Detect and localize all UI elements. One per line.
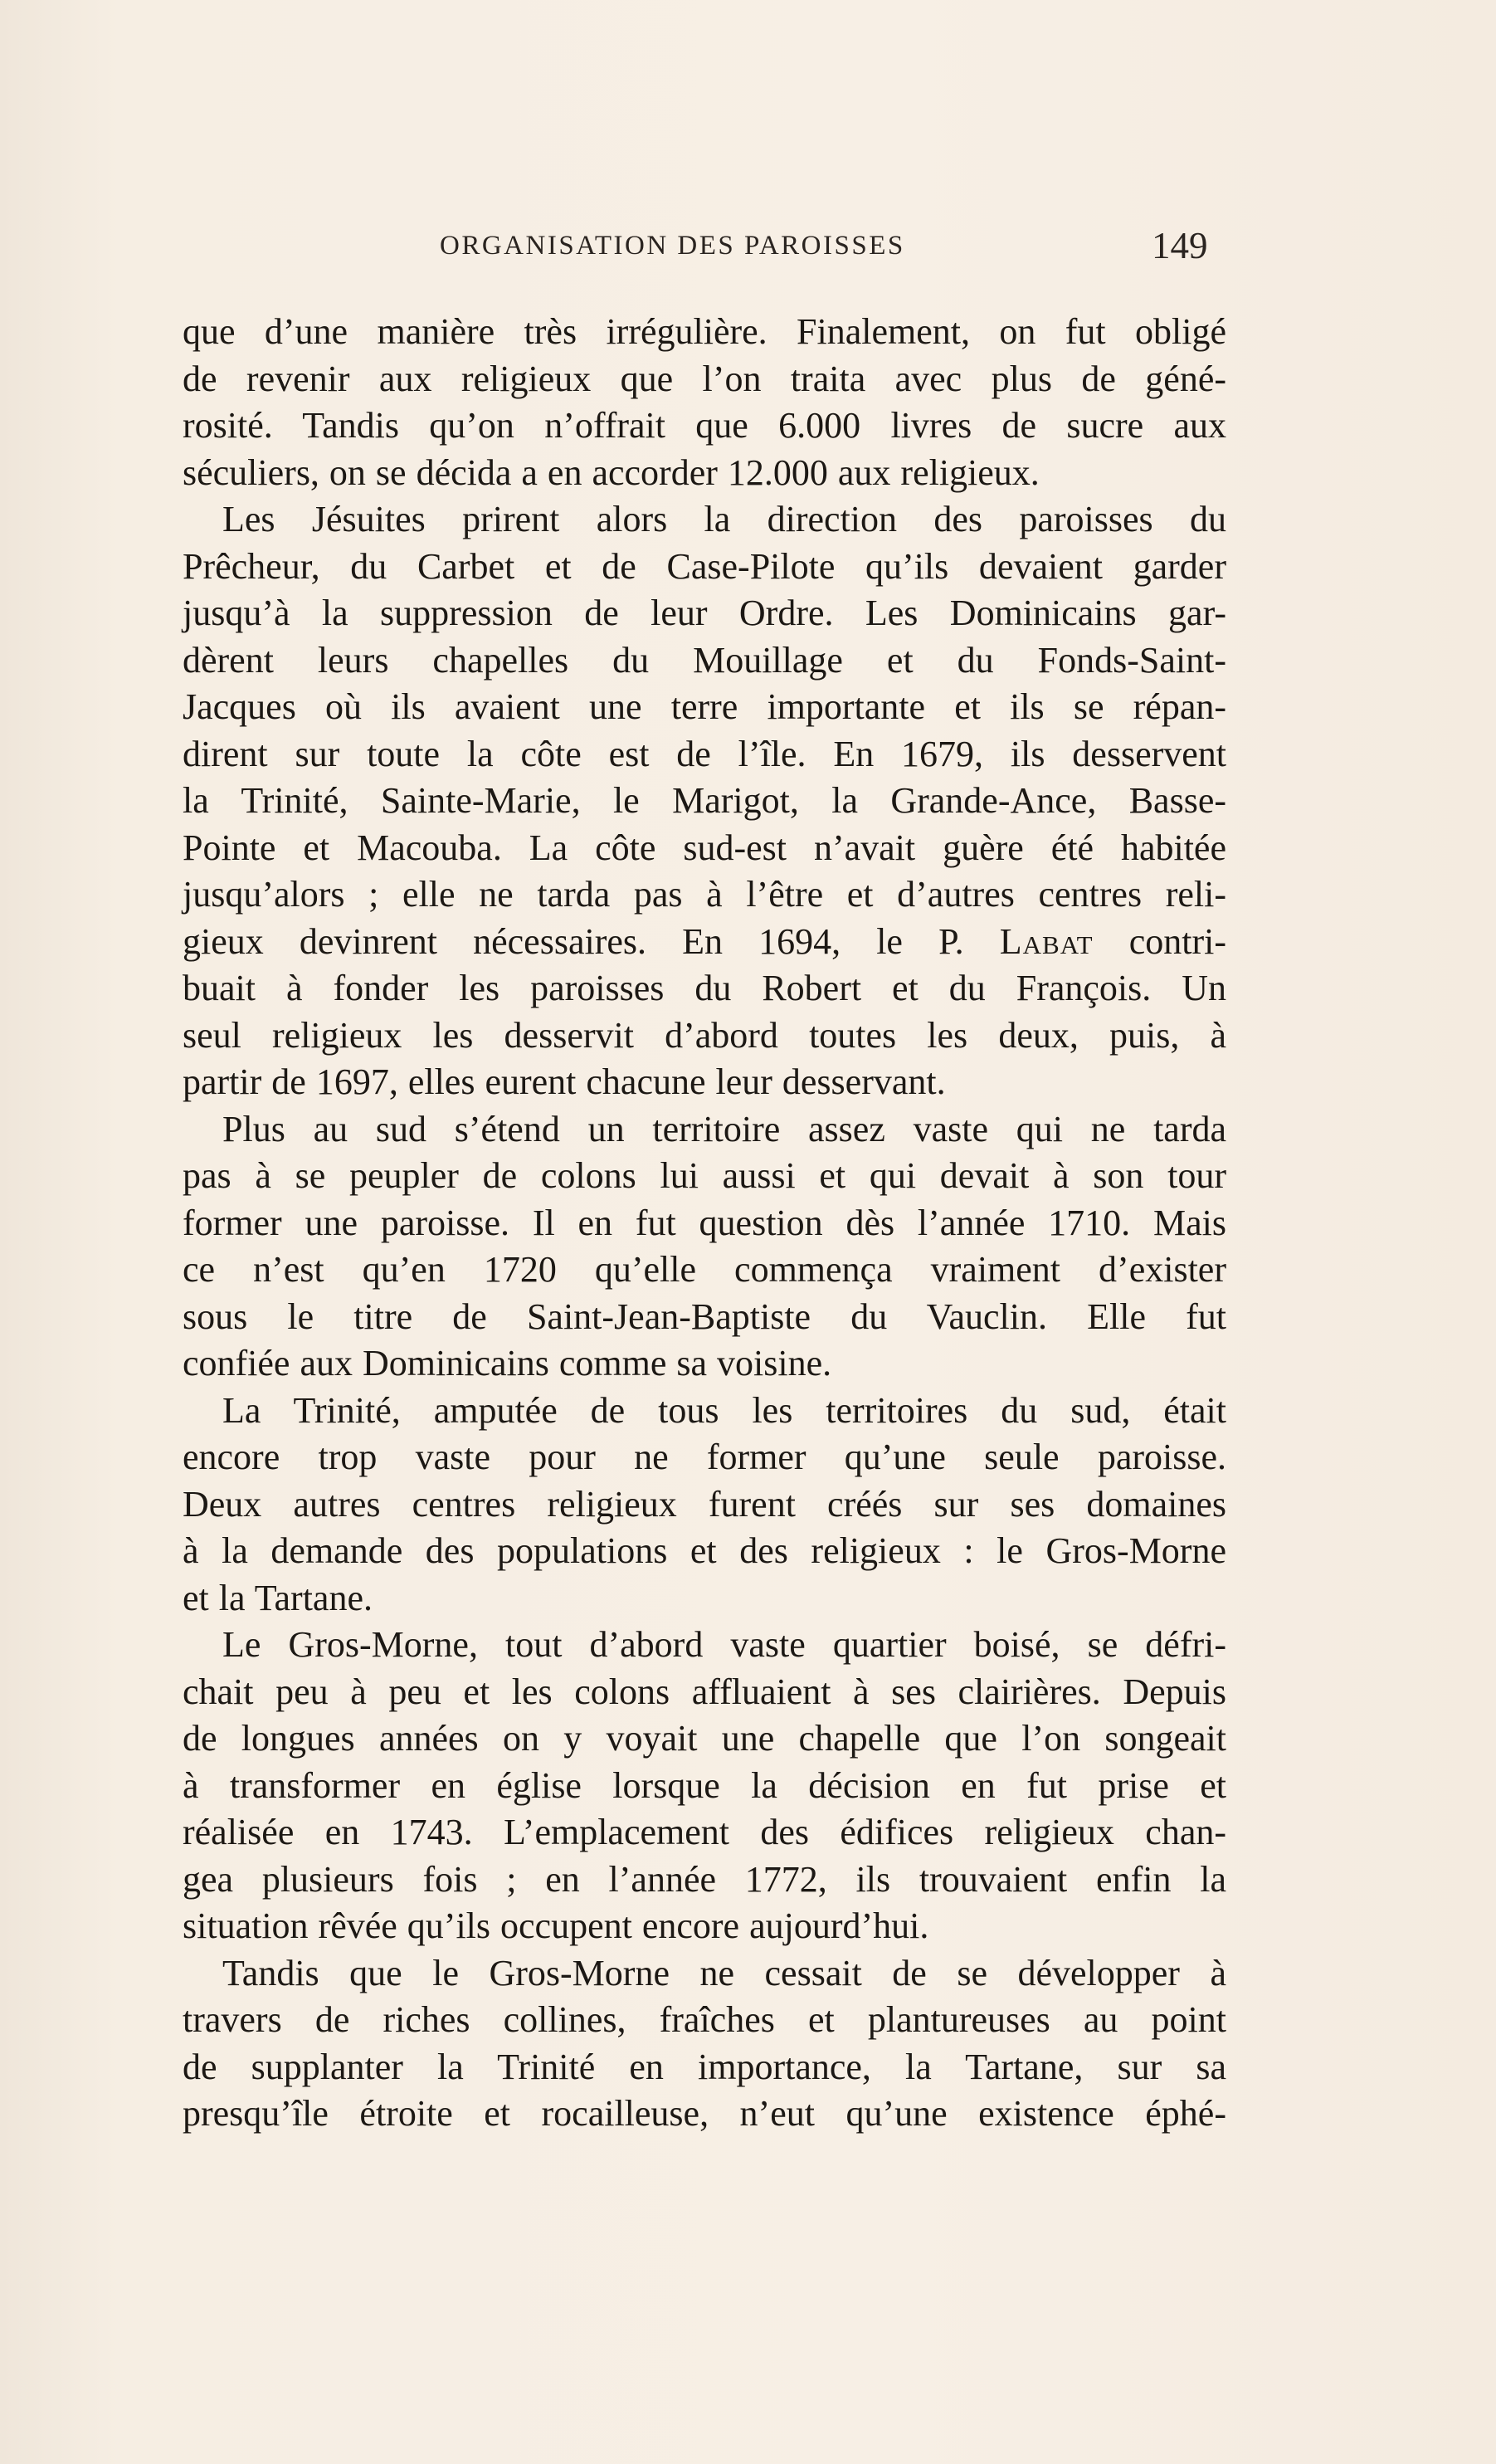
text-line: la Trinité, Sainte-Marie, le Marigot, la Grande-Ance, Basse- — [183, 780, 1226, 821]
text-line: Les Jésuites prirent alors la direction des paroisses du — [222, 499, 1226, 539]
text-line: à transformer en église lorsque la décision en fut prise et — [183, 1764, 1226, 1806]
text-line: réalisée en 1743. L’emplacement des édifices religieux chan- — [183, 1812, 1226, 1852]
text-line: de revenir aux religieux que l’on traita avec plus de géné- — [183, 358, 1226, 399]
text-line: Prêcheur, du Carbet et de Case-Pilote qu’ils devaient garder — [183, 545, 1226, 587]
text-line: à la demande des populations et des religieux : le Gros-Morne — [183, 1530, 1226, 1571]
text-line: Jacques où ils avaient une terre importante et ils se répan- — [183, 686, 1226, 727]
text-line: que d’une manière très irrégulière. Finalement, on fut obligé — [183, 311, 1226, 352]
text-line: Tandis que le Gros-Morne ne cessait de se développer à — [222, 1952, 1226, 1993]
author-name: Labat — [999, 920, 1094, 962]
text-line: chait peu à peu et les colons affluaient à ses clairières. Depuis — [183, 1671, 1226, 1712]
text-line: confiée aux Dominicains comme sa voisine. — [183, 1343, 832, 1383]
text-line: travers de riches collines, fraîches et plantureuses au point — [183, 1999, 1226, 2040]
text-segment: contri- — [1128, 920, 1227, 962]
text-line: Deux autres centres religieux furent créés sur ses domaines — [183, 1483, 1226, 1525]
text-line: de supplanter la Trinité en importance, la Tartane, sur sa — [183, 2046, 1226, 2087]
text-line: ce n’est qu’en 1720 qu’elle commença vraiment d’exister — [183, 1249, 1226, 1290]
text-line: pas à se peupler de colons lui aussi et qui devait à son tour — [183, 1155, 1226, 1196]
text-line: Le Gros-Morne, tout d’abord vaste quartier boisé, se défri- — [222, 1624, 1226, 1665]
text-line: et la Tartane. — [183, 1577, 373, 1618]
text-line: seul religieux les desservit d’abord toutes les deux, puis, à — [183, 1014, 1226, 1056]
text-line: de longues années on y voyait une chapelle que l’on songeait — [183, 1718, 1226, 1759]
text-line: Pointe et Macouba. La côte sud-est n’avait guère été habitée — [183, 827, 1226, 868]
text-line: jusqu’alors ; elle ne tarda pas à l’être et d’autres centres reli- — [183, 874, 1226, 915]
text-line: dirent sur toute la côte est de l’île. En 1679, ils desservent — [183, 733, 1226, 774]
text-line: rosité. Tandis qu’on n’offrait que 6.000 livres de sucre aux — [183, 405, 1226, 446]
text-line: former une paroisse. Il en fut question dès l’année 1710. Mais — [183, 1202, 1226, 1243]
text-line: encore trop vaste pour ne former qu’une seule paroisse. — [183, 1437, 1226, 1477]
text-line: gea plusieurs fois ; en l’année 1772, ils trouvaient enfin la — [183, 1858, 1226, 1900]
text-line: presqu’île étroite et rocailleuse, n’eut qu’une existence éphé- — [183, 2093, 1226, 2134]
text-line: séculiers, on se décida a en accorder 12.000 aux religieux. — [183, 451, 1040, 493]
text-line: situation rêvée qu’ils occupent encore aujourd’hui. — [183, 1905, 929, 1946]
running-head: ORGANISATION DES PAROISSES — [440, 231, 905, 261]
text-segment: gieux devinrent nécessaires. En 1694, le P. — [183, 920, 964, 962]
text-line: sous le titre de Saint-Jean-Baptiste du Vauclin. Elle fut — [183, 1295, 1226, 1337]
text-line: dèrent leurs chapelles du Mouillage et du Fonds-Saint- — [183, 639, 1226, 681]
text-line: buait à fonder les paroisses du Robert et du François. Un — [183, 968, 1226, 1008]
text-line: partir de 1697, elles eurent chacune leur desservant. — [183, 1061, 946, 1102]
body-text — [183, 309, 1226, 2138]
text-line: jusqu’à la suppression de leur Ordre. Les Dominicains gar- — [183, 593, 1226, 633]
page-number: 149 — [1152, 225, 1208, 266]
text-line: Plus au sud s’étend un territoire assez vaste qui ne tarda — [222, 1108, 1226, 1149]
text-line: La Trinité, amputée de tous les territoires du sud, était — [222, 1389, 1226, 1431]
text-line — [183, 919, 1226, 966]
